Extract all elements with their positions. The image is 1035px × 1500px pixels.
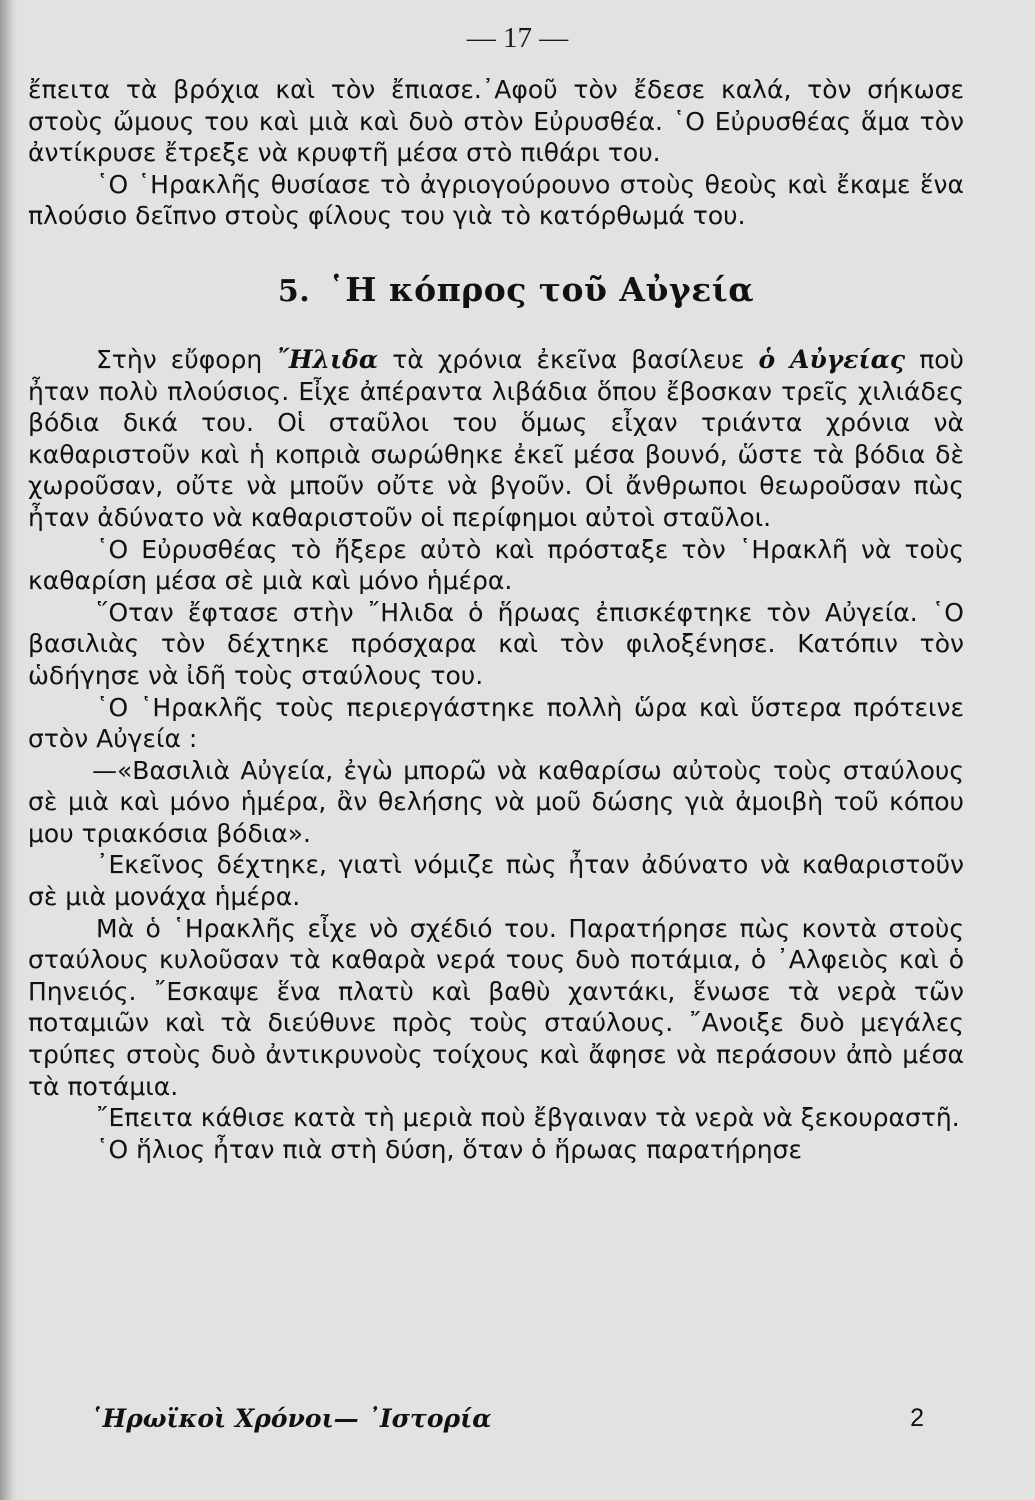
footer-book-title: ῾Ηρωϊκοὶ Χρόνοι— ᾿Ιστορία: [90, 1404, 492, 1433]
paragraph-augeas-intro: [28, 344, 964, 534]
section-title: ῾Η κόπρος τοῦ Αὐγεία: [328, 269, 755, 309]
emphasis-elis: ῎Ηλιδα: [276, 344, 379, 374]
page-edge-shadow: [0, 0, 18, 1500]
paragraph-plan: Μὰ ὁ ῾Ηρακλῆς εἶχε νὸ σχέδιό του. Παρατήρησε πὼς κοντὰ στοὺς σταύλους κυλοῦσαν τὰ καθαρὰ νερά τους δυὸ ποτάμια, ὁ ᾿Αλφειὸς καὶ ὁ Πηνειός. ῎Εσκαψε ἕνα πλατὺ καὶ βαθὺ χαντάκι, ἕνωσε τὰ νερὰ τῶν ποταμιῶν καὶ τὰ διεύθυνε πρὸς τοὺς σταύλους. ῎Ανοιξε δυὸ μεγάλες τρύπες στοὺς δυὸ ἀντικρυνοὺς τοίχους καὶ ἄφησε νὰ περάσουν ἀπὸ μέσα τὰ ποτάμια.: [28, 913, 964, 1101]
paragraph-eurystheus-order: ῾Ο Εὐρυσθέας τὸ ἤξερε αὐτὸ καὶ πρόσταξε τὸν ῾Ηρακλῆ νὰ τοὺς καθαρίση μέσα σὲ μιὰ καὶ μόνο ἡμέρα.: [28, 534, 964, 596]
continued-paragraph: ἔπειτα τὰ βρόχια καὶ τὸν ἔπιασε.᾿Αφοῦ τὸν ἔδεσε καλά, τὸν σήκωσε στοὺς ὤμους του καὶ μιὰ καὶ δυὸ στὸν Εὐρυσθέα. ῾Ο Εὐρυσθέας ἅμα τὸν ἀντίκρυσε ἔτρεξε νὰ κρυφτῆ μέσα στὸ πιθάρι του.: [28, 75, 964, 168]
page-footer: [28, 1404, 964, 1433]
emphasis-augeas: ὁ Αὐγείας: [758, 344, 906, 374]
paragraph-sunset: ῾Ο ἥλιος ἦταν πιὰ στὴ δύση, ὅταν ὁ ἥρωας παρατήρησε: [96, 1134, 802, 1164]
page-body: [28, 74, 964, 1165]
text-segment: Στὴν εὔφορη: [96, 344, 277, 374]
paragraph-dialogue: —«Βασιλιὰ Αὐγεία, ἐγὼ μπορῶ νὰ καθαρίσω αὐτοὺς τοὺς σταύλους σὲ μιὰ καὶ μόνο ἡμέρα, ἂν θελήσης νὰ μοῦ δώσης γιὰ ἀμοιβὴ τοῦ κόπου μου τριακόσια βόδια».: [28, 755, 964, 848]
paragraph-arrival: ῞Οταν ἔφτασε στὴν ῎Ηλιδα ὁ ἥρωας ἐπισκέφτηκε τὸν Αὐγεία. ῾Ο βασιλιὰς τὸν δέχτηκε πρόσχαρα καὶ τὸν φιλοξένησε. Κατόπιν τὸν ὡδήγησε νὰ ἰδῆ τοὺς σταύλους του.: [28, 597, 964, 690]
text-segment: τὰ χρόνια ἐκεῖνα βασίλευε: [378, 344, 759, 374]
paragraph-acceptance: ᾿Εκεῖνος δέχτηκε, γιατὶ νόμιζε πὼς ἦταν ἀδύνατο νὰ καθαριστοῦν σὲ μιὰ μονάχα ἡμέρα.: [28, 850, 964, 912]
section-heading: [28, 270, 964, 312]
page-number: — 17 —: [466, 22, 569, 54]
text-segment: ποὺ ἦταν πολὺ πλούσιος. Εἶχε ἀπέραντα λιβάδια ὅπου ἔβοσκαν τρεῖς χιλιάδες βόδια δικά του. Οἱ σταῦλοι του ὅμως εἶχαν τριάντα χρόνια νὰ καθαριστοῦν καὶ ἡ κοπριὰ σωρώθηκε ἐκεῖ μέσα βουνό, ὥστε τὰ βόδια δὲ χωροῦσαν, οὔτε νὰ μποῦν οὔτε νὰ βγοῦν. Οἱ ἄνθρωποι θεωροῦσαν πὼς ἦταν ἀδύνατο νὰ καθαριστοῦν οἱ περίφημοι αὐτοὶ σταῦλοι.: [28, 344, 965, 532]
paragraph-rest: ῎Επειτα κάθισε κατὰ τὴ μεριὰ ποὺ ἔβγαιναν τὰ νερὰ νὰ ξεκουραστῆ.: [96, 1103, 960, 1133]
paragraph-proposal: ῾Ο ῾Ηρακλῆς τοὺς περιεργάστηκε πολλὴ ὥρα καὶ ὕστερα πρότεινε στὸν Αὐγεία :: [28, 692, 964, 754]
section-number: 5.: [277, 273, 311, 309]
footer-signature-mark: 2: [910, 1404, 924, 1432]
paragraph-sacrifice: ῾Ο ῾Ηρακλῆς θυσίασε τὸ ἀγριογούρουνο στοὺς θεοὺς καὶ ἔκαμε ἕνα πλούσιο δεῖπνο στοὺς φίλους του γιὰ τὸ κατόρθωμά του.: [28, 169, 964, 231]
